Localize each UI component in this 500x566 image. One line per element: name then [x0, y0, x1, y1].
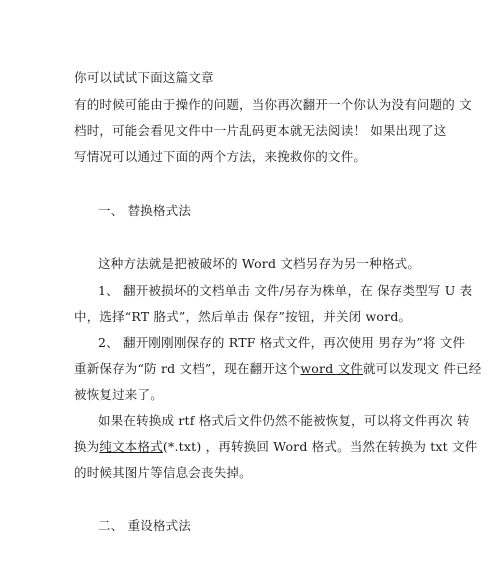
intro-line-2: 档时，可能会看见文件中一片乱码更本就无法阅读！ 如果出现了这: [74, 123, 447, 138]
step-2-text-b: 就可以发现文 件已经: [362, 361, 482, 376]
step-2-line-2: [74, 361, 481, 377]
section-1-heading: 一、 替换格式法: [98, 203, 192, 218]
fallback-text-b: (*.txt) ，再转换回 Word 格式。当然在转换为 txt 文件: [162, 439, 478, 454]
fallback-text-a: 换为: [74, 439, 100, 454]
plain-text-format-link[interactable]: 纯文本格式: [99, 439, 163, 454]
word-file-link[interactable]: word 文件: [300, 361, 363, 376]
intro-line-1: 有的时候可能由于操作的问题，当你再次翻开一个你认为没有问题的 文: [74, 97, 472, 112]
doc-title: 你可以试试下面这篇文章: [74, 70, 214, 85]
intro-line-3: 写情况可以通过下面的两个方法，来挽救你的文件。: [74, 149, 367, 164]
fallback-line-3: 的时候其图片等信息会丧失掉。: [74, 465, 252, 480]
section-2-heading: 二、 重设格式法: [98, 518, 192, 533]
step-2-line-3: 被恢复过来了。: [74, 387, 163, 402]
step-2-text-a: 重新保存为“防 rd 文档”，现在翻开这个: [74, 361, 301, 376]
step-1-line-2: 中，选择“RT 胳式”，然后单击 保存”按钮，并关闭 word。: [74, 309, 412, 324]
section-1-paragraph: 这种方法就是把被破坏的 Word 文档另存为另一种格式。: [98, 256, 421, 271]
step-2-line-1: 2、 翻开刚刚刚保存的 RTF 格式文件，再次使用 男存为”将 文件: [98, 335, 466, 350]
fallback-line-2: [74, 439, 477, 455]
step-1-line-1: 1、 翻开被损坏的文档单击 文件/另存为株单，在 保存类型写 U 表: [98, 283, 473, 298]
fallback-line-1: 如果在转换成 rtf 格式后文件仍然不能被恢复，可以将文件再次 转: [98, 413, 470, 428]
